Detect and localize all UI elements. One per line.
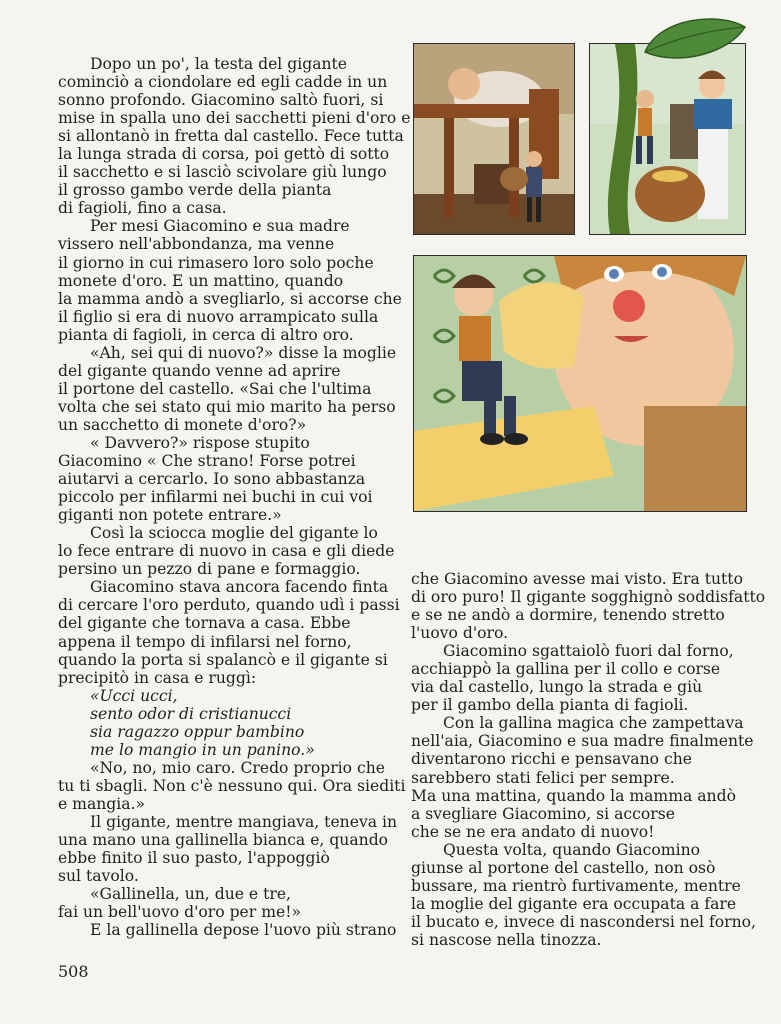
text-line: quando la porta si spalancò e il gigante si	[58, 650, 388, 669]
text-line: una mano una gallinella bianca e, quando	[58, 831, 389, 850]
text-line: del gigante che tornava a casa. Ebbe	[58, 614, 351, 633]
text-line: Giacomino stava ancora facendo finta	[90, 578, 389, 597]
text-line: diventarono ricchi e pensavano che	[411, 750, 692, 769]
text-line: Il gigante, mentre mangiava, teneva in	[90, 812, 398, 831]
text-line: il bucato e, invece di nascondersi nel forno,	[411, 912, 756, 931]
text-line: e se ne andò a dormire, tenendo stretto	[411, 606, 725, 625]
text-line: Per mesi Giacomino e sua madre	[90, 217, 350, 236]
text-line: sul tavolo.	[58, 867, 139, 886]
leaf-decoration	[640, 12, 750, 72]
text-line: che Giacomino avesse mai visto. Era tutto	[411, 570, 743, 588]
text-line: via dal castello, lungo la strada e giù	[411, 678, 703, 697]
text-line: sonno profondo. Giacomino saltò fuori, si	[58, 91, 384, 110]
text-line: pianta di fagioli, in cerca di altro oro.	[58, 325, 354, 344]
text-line: del gigante quando venne ad aprire	[58, 361, 341, 380]
text-line: acchiappò la gallina per il collo e corse	[411, 660, 721, 679]
text-line: «Ah, sei qui di nuovo?» disse la moglie	[90, 343, 397, 362]
text-line: nell'aia, Giacomino e sua madre finalmente	[411, 732, 754, 751]
text-line: Giacomino « Che strano! Forse potrei	[58, 452, 356, 471]
text-line: volta che sei stato qui mio marito ha perso	[58, 397, 396, 416]
text-line: cominciò a ciondolare ed egli cadde in un	[58, 73, 388, 92]
illustration-bread-and-cheese	[413, 255, 747, 512]
text-line: piccolo per infilarmi nei buchi in cui voi	[58, 488, 373, 507]
text-line: persino un pezzo di pane e formaggio.	[58, 560, 361, 579]
text-line: un sacchetto di monete d'oro?»	[58, 415, 307, 434]
text-line: « Davvero?» rispose stupito	[90, 433, 310, 452]
text-line: Così la sciocca moglie del gigante lo	[90, 524, 378, 543]
illustration-giant-sleeping	[413, 43, 575, 235]
text-line: sento odor di cristianucci	[90, 704, 292, 723]
text-line: mise in spalla uno dei sacchetti pieni d'oro e	[58, 109, 411, 128]
text-line: giunse al portone del castello, non osò	[411, 858, 716, 877]
right-text-column	[411, 570, 766, 949]
text-line: la moglie del gigante era occupata a fare	[411, 894, 737, 913]
text-line: vissero nell'abbondanza, ma venne	[58, 235, 335, 254]
text-line: il giorno in cui rimasero loro solo poche	[58, 253, 374, 272]
text-line: si allontanò in fretta dal castello. Fece tutta	[58, 127, 404, 146]
text-line: E la gallinella depose l'uovo più strano	[90, 921, 397, 940]
page-number: 508	[58, 962, 89, 981]
text-line: che se ne era andato di nuovo!	[411, 822, 655, 841]
text-line: Dopo un po', la testa del gigante	[90, 55, 348, 73]
text-line: monete d'oro. E un mattino, quando	[58, 271, 344, 290]
text-line: fai un bell'uovo d'oro per me!»	[58, 903, 302, 922]
text-line: e mangia.»	[58, 794, 146, 813]
text-line: il figlio si era di nuovo arrampicato sulla	[58, 307, 379, 326]
text-line: Con la gallina magica che zampettava	[443, 714, 744, 733]
text-line: si nascose nella tinozza.	[411, 930, 602, 949]
text-line: di oro puro! Il gigante sogghignò soddisfatto	[411, 588, 766, 607]
text-line: ebbe finito il suo pasto, l'appoggiò	[58, 849, 330, 868]
text-line: la mamma andò a svegliarlo, si accorse che	[58, 289, 402, 308]
text-line: la lunga strada di corsa, poi gettò di sotto	[58, 145, 390, 164]
text-line: di cercare l'oro perduto, quando udì i passi	[58, 596, 400, 615]
text-line: me lo mangio in un panino.»	[90, 740, 315, 759]
text-line: a svegliare Giacomino, si accorse	[411, 804, 675, 823]
text-line: «Gallinella, un, due e tre,	[90, 885, 292, 904]
text-line: sia ragazzo oppur bambino	[90, 722, 305, 741]
text-line: di fagioli, fino a casa.	[58, 199, 227, 218]
text-line: aiutarvi a cercarlo. Io sono abbastanza	[58, 470, 366, 489]
text-line: tu ti sbagli. Non c'è nessuno qui. Ora siediti	[58, 776, 406, 795]
text-line: «Ucci ucci,	[90, 686, 178, 705]
left-text-column	[58, 55, 411, 940]
text-line: il grosso gambo verde della pianta	[58, 181, 332, 200]
text-line: «No, no, mio caro. Credo proprio che	[90, 758, 386, 777]
text-line: sarebbero stati felici per sempre.	[411, 768, 675, 787]
text-line: appena il tempo di infilarsi nel forno,	[58, 632, 352, 651]
text-line: per il gambo della pianta di fagioli.	[411, 696, 689, 715]
text-line: giganti non potete entrare.»	[58, 506, 282, 525]
text-line: lo fece entrare di nuovo in casa e gli diede	[58, 542, 395, 561]
text-line: Questa volta, quando Giacomino	[443, 840, 700, 859]
text-line: il sacchetto e si lasciò scivolare giù lungo	[58, 163, 387, 182]
text-line: l'uovo d'oro.	[411, 624, 509, 643]
text-line: bussare, ma rientrò furtivamente, mentre	[411, 876, 741, 895]
text-line: il portone del castello. «Sai che l'ultima	[58, 379, 372, 398]
text-line: Ma una mattina, quando la mamma andò	[411, 786, 736, 805]
text-line: Giacomino sgattaiolò fuori dal forno,	[443, 642, 734, 661]
text-line: precipitò in casa e ruggì:	[58, 668, 257, 687]
